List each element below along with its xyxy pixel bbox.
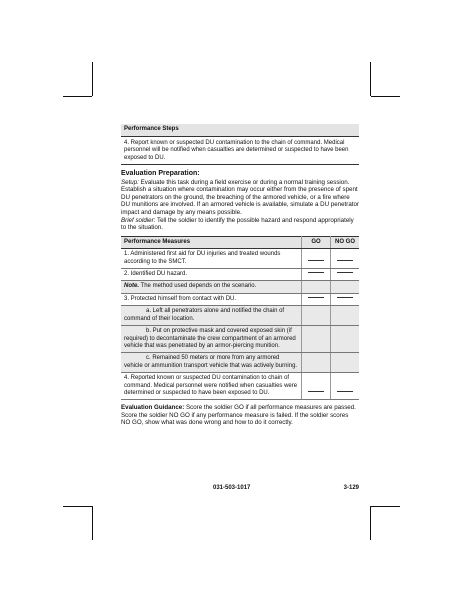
measure-row: [121, 353, 359, 373]
document-page: [121, 124, 359, 427]
go-score-cell[interactable]: [302, 293, 331, 305]
measure-text: 2. Identified DU hazard.: [121, 269, 302, 281]
evaluation-guidance-paragraph: [121, 404, 359, 426]
brief-soldier-label: Brief soldier:: [121, 217, 156, 225]
page-number: 3-129: [343, 485, 359, 491]
nogo-score-blank[interactable]: [337, 259, 353, 261]
measure-substep: b. Put on protective mask and covered exposed skin (if required) to decontaminate the crew compartment of an armored vehicle that was penetrated by an armor-piercing munition.: [121, 326, 302, 353]
go-score-cell[interactable]: [302, 269, 331, 281]
brief-soldier-paragraph: [121, 217, 359, 232]
nogo-score-cell[interactable]: [331, 269, 360, 281]
evaluation-guidance-label: Evaluation Guidance:: [121, 404, 185, 412]
brief-soldier-text: Tell the soldier to identify the possible hazard and respond appropriately to the situation.: [121, 217, 354, 232]
measure-row: [121, 269, 359, 281]
nogo-score-blank[interactable]: [337, 271, 353, 273]
performance-measures-table: [121, 236, 359, 401]
go-score-cell: [302, 326, 331, 353]
crop-mark-top-left-h: [63, 96, 92, 97]
go-score-blank[interactable]: [308, 296, 324, 298]
nogo-score-blank[interactable]: [337, 390, 353, 392]
crop-mark-top-left-v: [92, 62, 93, 96]
crop-mark-bottom-left-v: [92, 506, 93, 540]
nogo-score-cell[interactable]: [331, 293, 360, 305]
nogo-score-cell: [331, 306, 360, 326]
crop-mark-top-right-v: [370, 62, 371, 96]
performance-measures-header: Performance Measures: [121, 236, 302, 248]
nogo-score-cell[interactable]: [331, 249, 360, 269]
go-score-cell[interactable]: [302, 373, 331, 400]
nogo-score-cell: [331, 326, 360, 353]
go-score-blank[interactable]: [308, 271, 324, 273]
go-score-blank[interactable]: [308, 390, 324, 392]
setup-label: Setup:: [121, 179, 139, 186]
go-column-header: GO: [302, 236, 331, 248]
go-score-cell: [302, 281, 331, 293]
performance-steps-header: Performance Steps: [121, 124, 359, 136]
measure-row: [121, 249, 359, 269]
crop-mark-bottom-right-v: [370, 506, 371, 540]
performance-steps-table: [121, 124, 359, 165]
measure-substep: a. Left all penetrators alone and notified the chain of command of their location.: [121, 306, 302, 326]
measure-substep: c. Remained 50 meters or more from any armored vehicle or ammunition transport vehicle that was actively burning.: [121, 353, 302, 373]
nogo-column-header: NO GO: [331, 236, 360, 248]
measure-row: [121, 281, 359, 293]
performance-step-4: 4. Report known or suspected DU contamination to the chain of command. Medical personnel will be notified when casualties are determined or suspected to have been exposed to DU.: [121, 136, 359, 165]
measure-row: [121, 293, 359, 305]
nogo-score-cell[interactable]: [331, 373, 360, 400]
measure-text: 4. Reported known or suspected DU contamination to chain of command. Medical personnel were notified when casualties were determined or suspected to have been exposed to DU.: [121, 373, 302, 400]
nogo-score-cell: [331, 281, 360, 293]
go-score-blank[interactable]: [308, 259, 324, 261]
nogo-score-cell: [331, 353, 360, 373]
go-score-cell: [302, 306, 331, 326]
crop-mark-bottom-left-h: [63, 506, 92, 507]
evaluation-preparation-heading: Evaluation Preparation:: [121, 170, 200, 177]
measure-text: 1. Administered first aid for DU injuries and treated wounds according to the SMCT.: [121, 249, 302, 269]
measure-row: [121, 373, 359, 400]
measure-note: Note. The method used depends on the scenario.: [121, 281, 302, 293]
go-score-cell: [302, 353, 331, 373]
crop-mark-bottom-right-h: [371, 506, 400, 507]
setup-text: Evaluate this task during a field exercise or during a normal training session. Establish a situation where contamination may occur either from the presence of spent DU penetrators on the ground, the breaching of the armored vehicle, or a fire where DU munitions are involved. If an armored vehicle is available, simulate a DU penetrator impact and damage by any means possible.: [121, 179, 359, 216]
measure-row: [121, 306, 359, 326]
go-score-cell[interactable]: [302, 249, 331, 269]
measure-text: 3. Protected himself from contact with DU.: [121, 293, 302, 305]
document-number: 031-503-1017: [213, 485, 251, 491]
crop-mark-top-right-h: [371, 96, 400, 97]
nogo-score-blank[interactable]: [337, 296, 353, 298]
evaluation-guidance-text: Score the soldier GO if all performance measures are passed. Score the soldier NO GO if any performance measure is failed. If the soldier scores NO GO, show what was done wrong and how to do it correctly.: [121, 404, 356, 427]
measure-row: [121, 326, 359, 353]
setup-paragraph: [121, 179, 359, 216]
